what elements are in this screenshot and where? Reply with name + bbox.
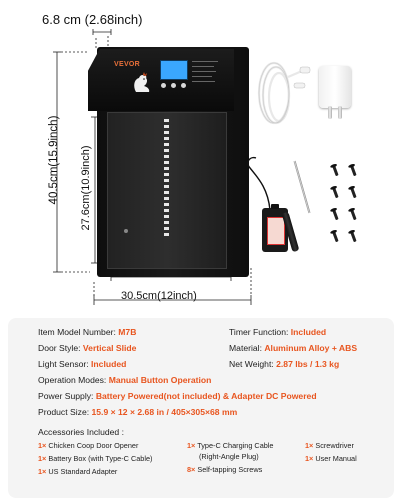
brand-logo: VEVOR <box>114 61 141 68</box>
control-buttons <box>161 83 186 88</box>
accessory-item-note: (Right-Angle Plug) <box>199 452 259 461</box>
control-panel-markings <box>192 58 220 86</box>
sliding-door-plate <box>107 112 227 269</box>
accessory-item: 1× Chicken Coop Door Opener <box>38 441 139 450</box>
depth-dimension: 6.8 cm (2.68inch) <box>42 12 143 27</box>
total-height-dimension: 40.5cm(15.9inch) <box>48 115 60 205</box>
accessories-title: Accessories Included : <box>38 427 124 437</box>
spec-material: Material: Aluminum Alloy + ABS <box>229 343 358 353</box>
spec-model: Item Model Number: M7B <box>38 327 137 337</box>
lcd-display <box>160 60 188 80</box>
self-tapping-screws <box>328 164 368 254</box>
control-button[interactable] <box>181 83 186 88</box>
accessory-item: 1× Type-C Charging Cable <box>187 441 274 450</box>
spec-power-supply: Power Supply: Battery Powered(not included) & Adapter DC Powered <box>38 391 317 401</box>
spec-net-weight: Net Weight: 2.87 lbs / 1.3 kg <box>229 359 340 369</box>
spec-product-size: Product Size: 15.9 × 12 × 2.68 in / 405×305×68 mm <box>38 407 238 417</box>
door-screw <box>124 229 128 233</box>
control-button[interactable] <box>161 83 166 88</box>
power-adapter <box>319 66 351 108</box>
spec-light-sensor: Light Sensor: Included <box>38 359 127 369</box>
rooster-icon <box>128 70 154 96</box>
spec-operation-modes: Operation Modes: Manual Button Operation <box>38 375 212 385</box>
accessory-item: 1× Screwdriver <box>305 441 354 450</box>
type-c-cable <box>250 55 320 145</box>
control-button[interactable] <box>171 83 176 88</box>
accessory-item: 1× US Standard Adapter <box>38 467 118 476</box>
door-height-dimension: 27.6cm(10.9inch) <box>80 145 92 231</box>
accessory-item: 8× Self-tapping Screws <box>187 465 263 474</box>
battery-label <box>267 217 285 245</box>
accessory-item: 1× User Manual <box>305 454 357 463</box>
spec-timer: Timer Function: Included <box>229 327 327 337</box>
accessory-item: 1× Battery Box (with Type-C Cable) <box>38 454 153 463</box>
spec-door-style: Door Style: Vertical Slide <box>38 343 137 353</box>
total-width-dimension: 30.5cm(12inch) <box>121 290 197 302</box>
